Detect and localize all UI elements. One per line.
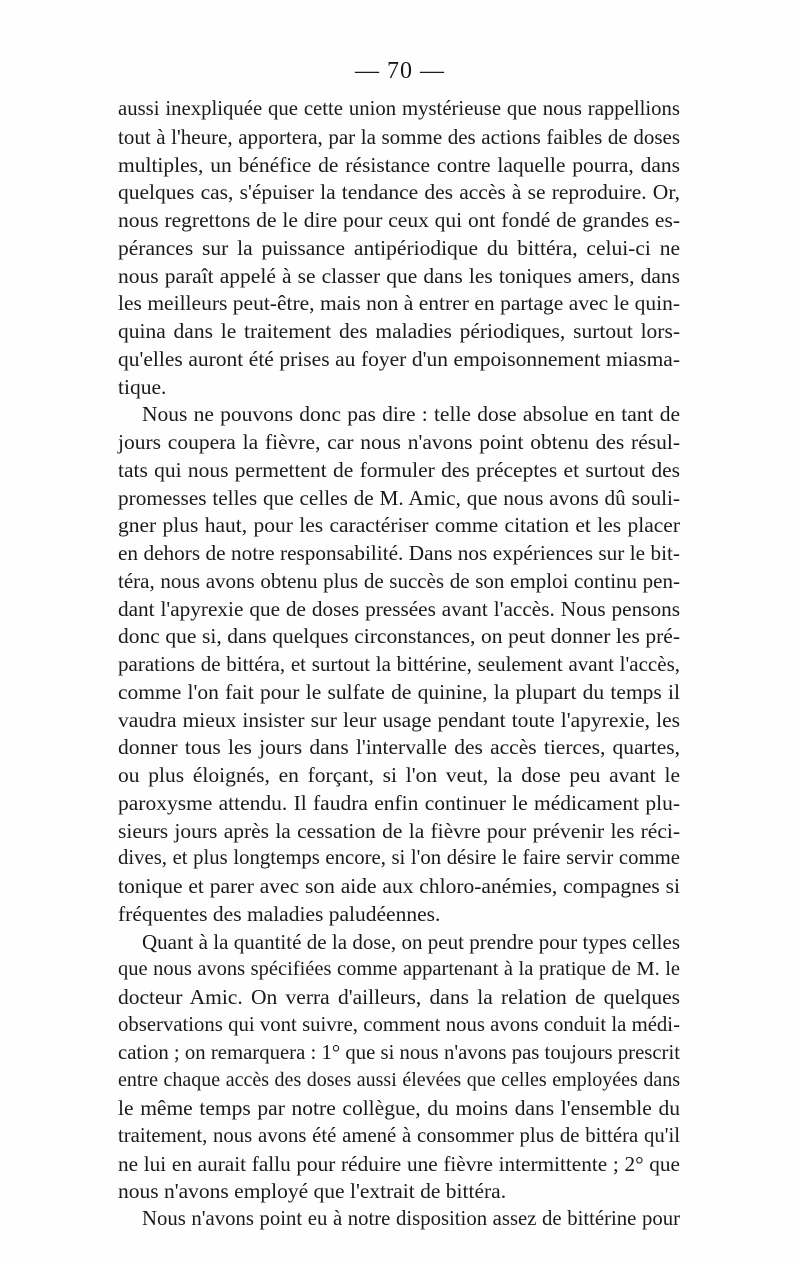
text-line: gner plus haut, pour les caractériser comme citation et les placer (118, 513, 680, 538)
text-line: en dehors de notre responsabilité. Dans nos expériences sur le bit- (118, 541, 680, 565)
text-line: tonique et parer avec son aide aux chloro-anémies, compagnes si (118, 874, 680, 898)
text-line: ou plus éloignés, en forçant, si l'on veut, la dose peu avant le (118, 763, 680, 787)
text-line: parations de bittéra, et surtout la bittérine, seulement avant l'accès, (118, 652, 680, 676)
text-line: le même temps par notre collègue, du moins dans l'ensemble du (118, 1096, 680, 1120)
text-line: Quant à la quantité de la dose, on peut prendre pour types celles (142, 929, 680, 954)
text-line: Nous n'avons point eu à notre disposition assez de bittérine pour (142, 1208, 680, 1230)
text-line: dives, et plus longtemps encore, si l'on désire le faire servir comme (118, 847, 680, 870)
text-line: quina dans le traitement des maladies périodiques, surtout lors- (118, 319, 680, 343)
text-line: traitement, nous avons été amené à consommer plus de bittéra qu'il (118, 1124, 680, 1147)
text-line: dant l'apyrexie que de doses pressées avant l'accès. Nous pensons (118, 596, 680, 621)
text-line: nous regrettons de le dire pour ceux qui ont fondé de grandes es- (118, 208, 680, 232)
text-line: tout à l'heure, apportera, par la somme des actions faibles de doses (118, 124, 680, 149)
text-line: ne lui en aurait fallu pour réduire une fièvre intermittente ; 2° que (118, 1151, 680, 1176)
text-line: tique. (118, 374, 167, 399)
text-line: téra, nous avons obtenu plus de succès de son emploi continu pen- (118, 568, 680, 593)
text-line: aussi inexpliquée que cette union mystérieuse que nous rappellions (118, 98, 680, 120)
text-line: observations qui vont suivre, comment nous avons conduit la médi- (118, 1013, 680, 1036)
text-line: pérances sur la puissance antipériodique du bittéra, celui-ci ne (118, 235, 680, 260)
text-line: entre chaque accès des doses aussi élevées que celles employées dans (118, 1069, 680, 1092)
text-line: paroxysme attendu. Il faudra enfin continuer le médicament plu- (118, 790, 680, 815)
text-line: tats qui nous permettent de formuler des préceptes et surtout des (118, 457, 680, 482)
text-line: docteur Amic. On verra d'ailleurs, dans la relation de quelques (118, 985, 680, 1009)
text-line: les meilleurs peut-être, mais non à entrer en partage avec le quin- (118, 291, 680, 316)
text-line: quelques cas, s'épuiser la tendance des accès à se reproduire. Or, (118, 180, 680, 205)
text-line: Nous ne pouvons donc pas dire : telle dose absolue en tant de (142, 402, 680, 427)
text-line: cation ; on remarquera : 1° que si nous n'avons pas toujours prescrit (118, 1041, 680, 1064)
text-line: donc que si, dans quelques circonstances, on peut donner les pré- (118, 624, 680, 649)
text-line: promesses telles que celles de M. Amic, que nous avons dû souli- (118, 485, 680, 510)
body-text (118, 96, 680, 1234)
text-line: vaudra mieux insister sur leur usage pendant toute l'apyrexie, les (118, 707, 680, 732)
text-line: qu'elles auront été prises au foyer d'un empoisonnement miasma- (118, 346, 680, 371)
text-line: sieurs jours après la cessation de la fièvre pour prévenir les réci- (118, 818, 680, 843)
text-line: multiples, un bénéfice de résistance contre laquelle pourra, dans (118, 152, 680, 177)
text-line: comme l'on fait pour le sulfate de quinine, la plupart du temps il (118, 679, 680, 704)
text-line: fréquentes des maladies paludéennes. (118, 901, 441, 926)
text-line: que nous avons spécifiées comme appartenant à la pratique de M. le (118, 958, 680, 981)
text-line: donner tous les jours dans l'intervalle des accès tierces, quartes, (118, 735, 680, 760)
text-line: nous n'avons employé que l'extrait de bittéra. (118, 1179, 507, 1204)
text-line: nous paraît appelé à se classer que dans les toniques amers, dans (118, 263, 680, 288)
page-number: — 70 — (355, 58, 445, 84)
text-line: jours coupera la fièvre, car nous n'avons point obtenu des résul- (118, 430, 680, 454)
